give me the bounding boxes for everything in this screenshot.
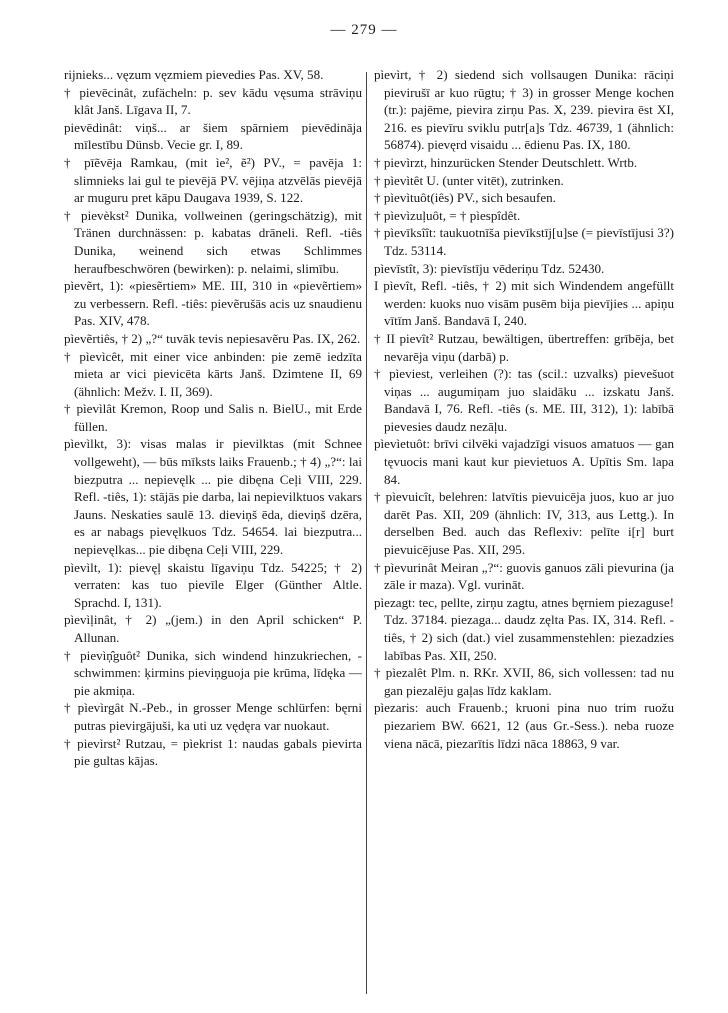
dictionary-entry: † pìevìrgât N.-Peb., in grosser Menge schlürfen: bęrni putras pievirgājuši, ka uti uz vędęra var nuokaut. <box>64 700 362 733</box>
left-column <box>64 66 362 770</box>
dictionary-entry: pìevẽrt, 1): «piesẽrtiem» ME. III, 310 in «pievẽrtiem» zu verbessern. Refl. -tiês: pievẽrušās acis uz snaudienu Pas. XIV, 478. <box>64 278 362 329</box>
dictionary-entry: pìevìļinât, † 2) „(jem.) in den April schicken“ P. Allunan. <box>64 612 362 645</box>
dictionary-entry: † pìevìlât Kremon, Roop und Salis n. BielU., mit Erde füllen. <box>64 401 362 434</box>
dictionary-entry: pìevìlt, 1): pievęļ skaistu līgaviņu Tdz. 54225; † 2) verraten: kas tuo pievīle Elger (Günther Altle. Sprachd. I, 131). <box>64 559 362 610</box>
dictionary-entry: pìevīstît, 3): pievīstīju vēderiņu Tdz. 52430. <box>374 260 605 276</box>
dictionary-entry: pievēdinât: viņš... ar šiem spārniem pievēdināja mīlestību Dünsb. Vecie gr. I, 89. <box>64 119 362 153</box>
dictionary-entry: † pievèkst² Dunika, vollweinen (geringschätzig), mit Tränen durchnässen: p. kabatas drāneli. Refl. -tiês Dunika, weinend sich etwas Schlimmes heraufbeschwören (bewirken): p. nelaimi, slimību. <box>64 207 362 276</box>
dictionary-entry: † pìevurinât Meiran „?“: guovis ganuos zāli pievurina (ja zāle ir maza). Vgl. vurināt. <box>374 559 674 593</box>
column-divider <box>366 72 367 994</box>
dictionary-entry: † pievìrst² Rutzau, = pìekrist 1: naudas gabals pievirta pie gultas kājas. <box>64 735 362 769</box>
dictionary-entry: pìevìrt, † 2) siedend sich vollsaugen Dunika: rāciņi pievirušī ar kuo rūgtu; † 3) in grosser Menge kochen (tr.): pajēme, pievira zirņu Pas. X, 239. pievira ēst XI, 216. es pievīru sviklu putr[a]s Tdz. 46739, 1 (ähnlich: 56874). pievęrd visaidu ... ēdienu Pas. IX, 180. <box>374 67 674 153</box>
dictionary-entry: † pìevīksîît: taukuotnīša pievīkstīj[u]se (= pievīstījusi 3?) Tdz. 53114. <box>374 225 674 258</box>
dictionary-entry: pìezagt: tec, pellte, zirņu zagtu, atnes bęrniem piezaguse! Tdz. 37184. piezaga... daudz zęlta Pas. IX, 314. Refl. -tiês, † 2) sich (dat.) viel zusammenstehlen: piezadzies labības Pas. XII, 250. <box>374 594 674 663</box>
dictionary-entry: † pìevìzuļuôt, = † pìespîdêt. <box>374 207 521 223</box>
dictionary-entry: pìezaris: auch Frauenb.; kruoni pina nuo trim ruožu piezariem BW. 6621, 12 (aus Gr.-Sess.). neba ruoze viena nācā, piezarītis līdzi nāca 18863, 9 var. <box>374 700 674 751</box>
dictionary-entry: pìevẽrtiês, † 2) „?“ tuvāk tevis nepiesavẽru Pas. IX, 262. <box>64 330 361 346</box>
dictionary-entry: † pìevìcêt, mit einer vice anbinden: pie zemē iedzīta mieta ar vici pievicēta kārts Janš. Dzimtene II, 69 (ähnlich: Mežv. I. II, 369). <box>64 348 362 399</box>
right-column <box>374 66 674 752</box>
dictionary-entry: I pìevît, Refl. -tiês, † 2) mit sich Windendem angefüllt werden: kuoks nuo visām pusēm bija pievījies ... apiņu vītīm Janš. Bandavā I, 240. <box>374 278 674 329</box>
dictionary-entry: † pìevìtuôt(iês) PV., sich besaufen. <box>374 190 556 206</box>
dictionary-entry: † pìeviest, verleihen (?): tas (scil.: uzvalks) pievešuot viņas ... augumiņam juo slaidāku ... izskatu Janš. Bandavā I, 76. Refl. -tiês (s. ME. III, 312), 1): labībā pievesies daudz nezāļu. <box>374 366 674 434</box>
dictionary-entry: † pìezalêt Plm. n. RKr. XVII, 86, sich vollessen: tad nu gan piezalēju gaļas līdz kaklam. <box>374 665 674 698</box>
dictionary-entry: † pìevuicît, belehren: latvītis pievuicēja juos, kuo ar juo darēt Pas. XII, 209 (ähnlich: IV, 313, aus Lettg.). In derselben Bed. auch das Reflexiv: pelīte i[r] burt pievuicējuse Pas. XII, 295. <box>374 489 674 558</box>
dictionary-entry: † pievìņ̂guôt² Dunika, sich windend hinzukriechen, -schwimmen: ķirmins pieviņguoja pie krūma, līdęka — pie akmiņa. <box>64 647 362 698</box>
dictionary-entry: pìevìlkt, 3): visas malas ir pievilktas (mit Schnee vollgeweht), — būs mīksts laiks Frauenb.; † 4) „?“: lai biezputra ... nepievęlk ... pie dibęna Ceļi VIII, 229. Refl. -tiês, 1): stājās pie darba, lai nepievilktuos vakars Jauns. Neskaties saulē 13. dieviņš ēda, dieviņš dzēra, es ar nabags pievęlkuos Tdz. 54654. lai biezputra... nepievęlkas... pie dibęna Ceļi VIII, 229. <box>64 436 362 558</box>
dictionary-entry: † pievēcinât, zufächeln: p. sev kādu vęsuma strāviņu klât Janš. Līgava II, 7. <box>64 84 362 118</box>
dictionary-entry: † pìevìtêt U. (unter vitēt), zutrinken. <box>374 172 564 188</box>
dictionary-entry: † pīẽvēja Ramkau, (mit ìe², ẽ²) PV., = pavēja 1: slimnieks lai gul te pievējā PV. vējiņa atzvēlās pievējā ar muguru pret kāpu Daugava 1939, S. 122. <box>64 154 362 206</box>
dictionary-entry: † pievìrzt, hinzurücken Stender Deutschlett. Wrtb. <box>374 154 638 170</box>
dictionary-entry: rijnieks... vęzum vęzmiem pievedies Pas. XV, 58. <box>64 67 324 82</box>
dictionary-entry: pìevìetuôt: brīvi cilvēki vajadzīgi visuos amatuos — gan tęvuocis mani kaut kur pievietuos A. Upītis Sm. lapa 84. <box>374 436 674 487</box>
dictionary-entry: † II pievît² Rutzau, bewältigen, übertreffen: grībēja, bet nevarēja viņu (darbā) p. <box>374 330 674 364</box>
page-number: — 279 — <box>330 22 398 38</box>
